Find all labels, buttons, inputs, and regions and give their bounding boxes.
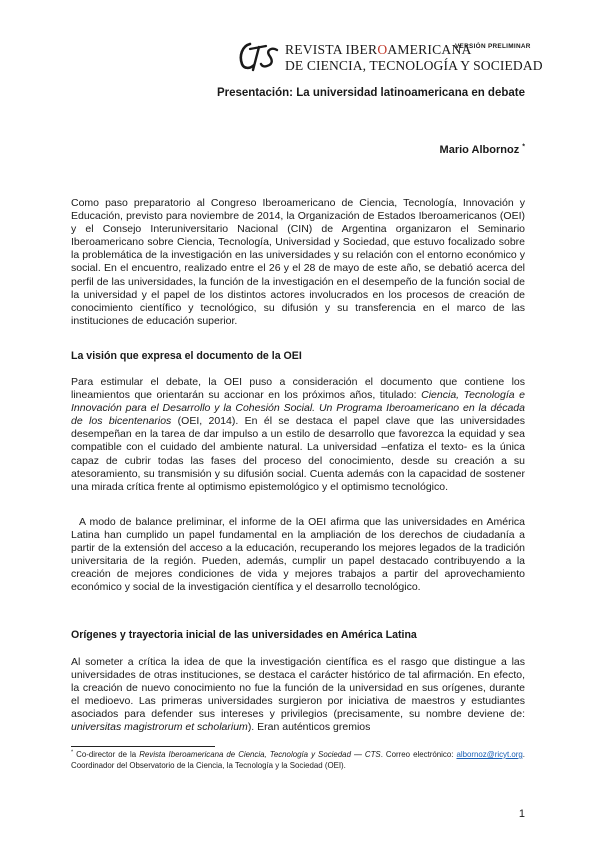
- footnote-mark: *: [71, 749, 74, 756]
- cts-logo-mark-icon: [236, 38, 280, 74]
- page-number: 1: [518, 808, 525, 820]
- author-email-link[interactable]: albornoz@ricyt.org: [456, 750, 523, 759]
- preliminary-version-badge: VERSIÓN PRELIMINAR: [455, 43, 531, 50]
- author-footnote-mark[interactable]: *: [522, 143, 525, 151]
- journal-logo: [236, 38, 543, 74]
- section-heading-oei: La visión que expresa el documento de la OEI: [71, 350, 302, 362]
- journal-name-line2: DE CIENCIA, TECNOLOGÍA Y SOCIEDAD: [285, 58, 543, 73]
- paragraph-intro: Como paso preparatorio al Congreso Iberoamericano de Ciencia, Tecnología, Innovación y Educación, previsto para noviembre de 2014, la Organización de Estados Iberoamericanos (OEI) y el Consejo Interuniversitario Nacional (CIN) de Argentina organizaron el Seminario Iberoamericano sobre Ciencia, Tecnología, Universidad y Sociedad, que estuvo focalizado sobre la problemática de la investigación en las universidades y su relación con el entorno económico y social. En el encuentro, realizado entre el 26 y el 28 de mayo de este año, se debatió acerca del perfil de las universidades, la función de la investigación en el desempeño de la función social de la universidad y el papel de los distintos actores involucrados en los procesos de creación de conocimiento científico y tecnológico, su difusión y su transferencia en el marco de las instituciones de educación superior.: [71, 197, 525, 327]
- paragraph-origins: Al someter a crítica la idea de que la investigación científica es el rasgo que distingue a las universidades de otras instituciones, se destaca el carácter histórico de tal afirmación. En efecto, la creación de nuevo conocimiento no fue la función de la universidad en sus orígenes, durante el medioevo. Las primeras universidades surgieron por iniciativa de maestros y estudiantes asociados para defender sus intereses y privilegios (precisamente, su nombre deviene de: universitas magistrorum et scholarium). Eran auténticos gremios: [71, 656, 525, 734]
- document-title: Presentación: La universidad latinoamericana en debate: [216, 87, 525, 99]
- author-line: [60, 144, 525, 156]
- paragraph-oei-balance: A modo de balance preliminar, el informe de la OEI afirma que las universidades en América Latina han cumplido un papel fundamental en la ampliación de los derechos de ciudadanía a partir de la extensión del acceso a la educación, recuperando los mejores legados de la tradición universitaria de la región. Pueden, además, cumplir un papel destacado contribuyendo a la creación de mejores condiciones de vida y mejores trabajos a partir del aprovechamiento económico y social de la investigación científica y el desarrollo tecnológico.: [71, 516, 525, 594]
- footnote-separator: [71, 746, 215, 747]
- paragraph-oei-document: Para estimular el debate, la OEI puso a consideración el documento que contiene los lineamientos que orientarán su accionar en los próximos años, titulado: Ciencia, Tecnología e Innovación para el Desarrollo y la Cohesión Social. Un Programa Iberoamericano en la década de los bicentenarios (OEI, 2014). En él se destaca el papel clave que las universidades desempeñan en la tarea de dar impulso a un estilo de desarrollo que favorezca la equidad y sea compatible con el cuidado del ambiente natural. La universidad –enfatiza el texto- es la única capaz de cubrir todas las fases del proceso del conocimiento, desde su creación a su atesoramiento, su transmisión y su difusión social. Cuenta además con la capacidad de sostener una mirada crítica frente al optimismo epistemológico y el optimismo tecnológico.: [71, 376, 525, 493]
- journal-name-line1: REVISTA IBEROAMERICANA: [285, 42, 472, 57]
- author-name: Mario Albornoz: [439, 144, 520, 156]
- section-heading-origins: Orígenes y trayectoria inicial de las universidades en América Latina: [71, 629, 417, 641]
- footnote: * Co-director de la Revista Iberoamericana de Ciencia, Tecnología y Sociedad — CTS. Correo electrónico: albornoz@ricyt.org. Coordinador del Observatorio de la Ciencia, la Tecnología y la Sociedad (OEI).: [71, 749, 525, 770]
